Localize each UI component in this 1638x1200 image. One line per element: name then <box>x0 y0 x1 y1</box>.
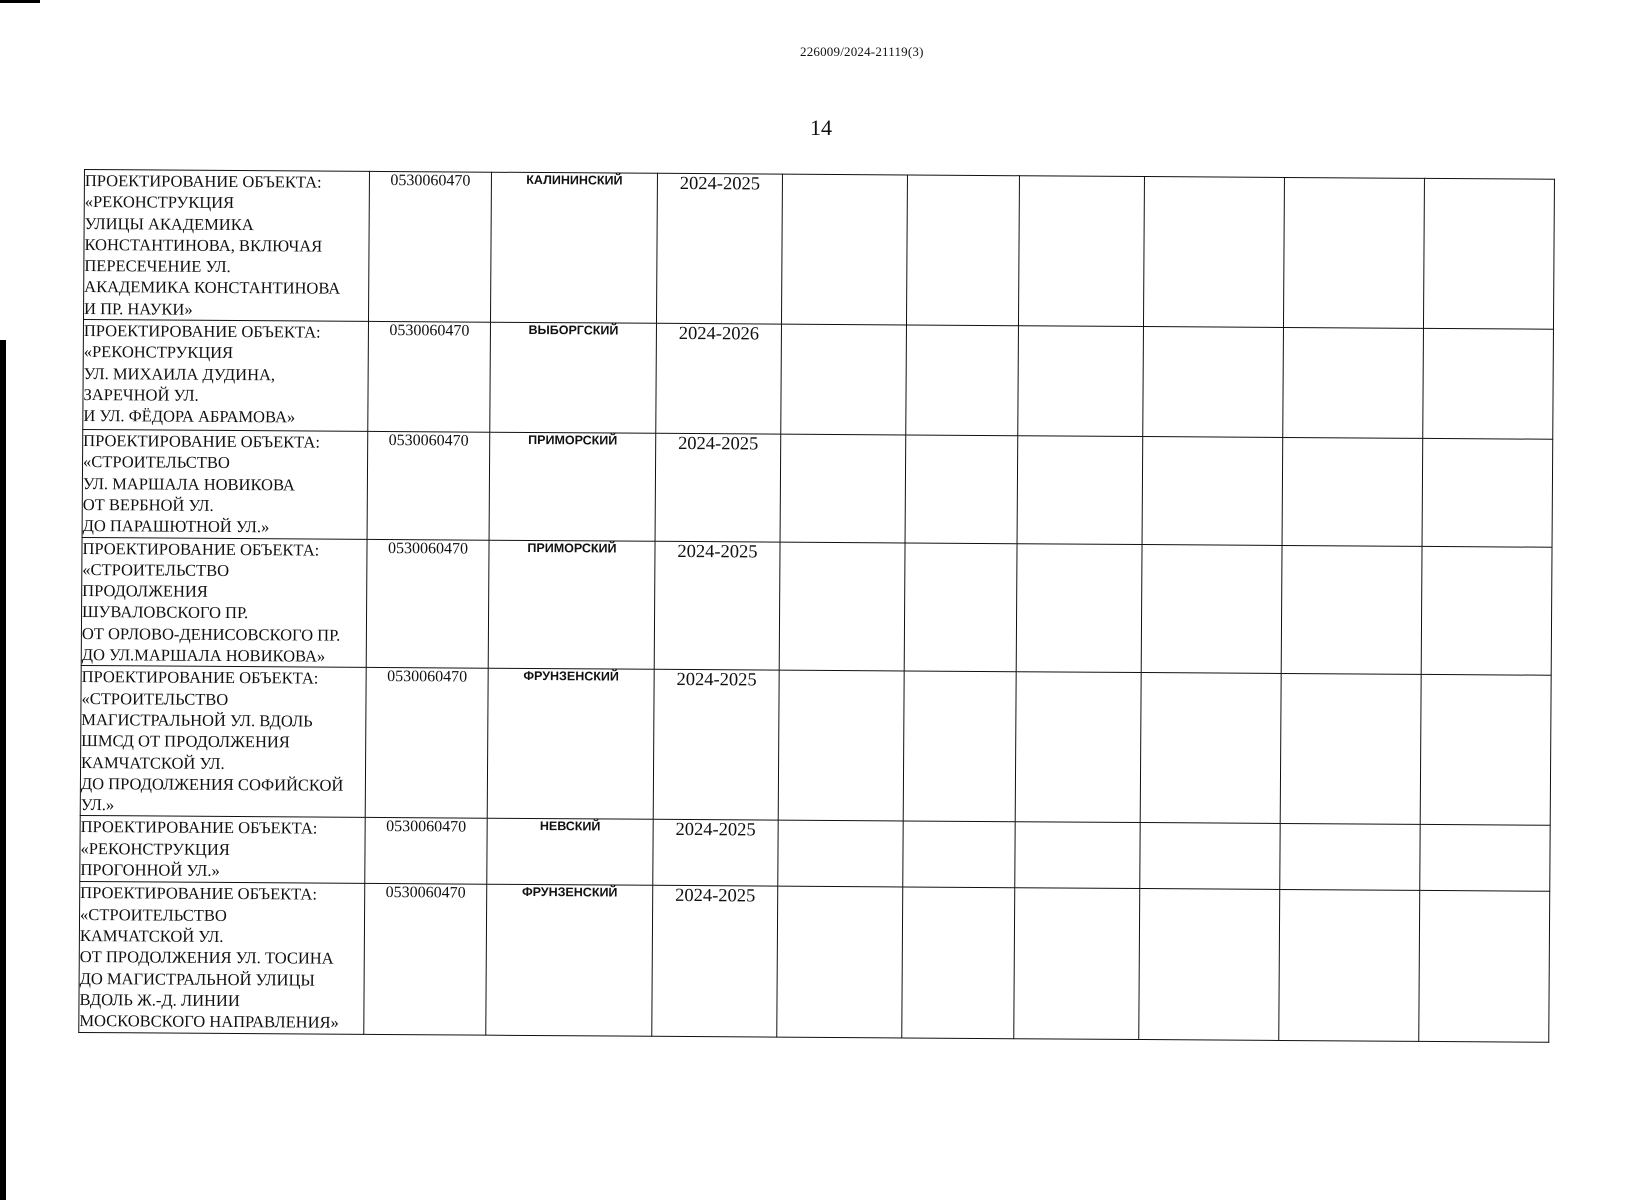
object-name-line: УЛИЦЫ АКАДЕМИКА <box>84 213 254 234</box>
empty-cell <box>904 543 1017 673</box>
object-name-line: ШУВАЛОВСКОГО ПР. <box>81 602 249 623</box>
object-name-line: «РЕКОНСТРУКЦИЯ <box>84 192 235 213</box>
table-row <box>80 666 1551 826</box>
table-row <box>81 537 1552 676</box>
empty-cell <box>906 325 1019 436</box>
budget-code-cell: 0530060470 <box>366 539 489 669</box>
empty-cell <box>1281 545 1422 675</box>
object-name-cell <box>83 320 369 432</box>
object-name-line: ПРОЕКТИРОВАНИЕ ОБЪЕКТА: <box>83 321 321 342</box>
empty-cell <box>1141 544 1282 674</box>
budget-code-cell: 0530060470 <box>368 321 491 432</box>
object-name-line: ПРОДОЛЖЕНИЯ <box>82 581 208 601</box>
scan-edge <box>0 340 6 1200</box>
empty-cell <box>1422 438 1553 546</box>
empty-cell <box>905 435 1018 543</box>
object-name-cell <box>84 170 370 322</box>
object-name-line: УЛ. МИХАИЛА ДУДИНА, <box>83 363 276 384</box>
object-name-line: МОСКОВСКОГО НАПРАВЛЕНИЯ» <box>79 1011 339 1032</box>
object-name-line: ПРОЕКТИРОВАНИЕ ОБЪЕКТА: <box>80 817 318 838</box>
object-name-cell <box>82 430 368 539</box>
object-name-line: ДО ПРОДОЛЖЕНИЯ СОФИЙСКОЙ <box>80 773 344 795</box>
empty-cell <box>1280 824 1420 891</box>
empty-cell <box>778 821 903 888</box>
page-number: 14 <box>810 115 832 140</box>
empty-cell <box>1018 326 1144 437</box>
object-name-line: «РЕКОНСТРУКЦИЯ <box>80 838 230 859</box>
empty-cell <box>902 887 1015 1038</box>
scan-mark <box>0 0 40 3</box>
empty-cell <box>906 175 1019 326</box>
years-cell: 2024-2026 <box>656 323 782 434</box>
object-name-line: «СТРОИТЕЛЬСТВО <box>82 452 230 473</box>
object-name-line: ПРОЕКТИРОВАНИЕ ОБЪЕКТА: <box>83 431 321 452</box>
empty-cell <box>1423 178 1554 329</box>
object-name-cell <box>81 537 367 668</box>
object-name-line: И УЛ. ФЁДОРА АБРАМОВА» <box>83 406 296 427</box>
empty-cell <box>1280 674 1421 825</box>
empty-cell <box>1017 436 1143 544</box>
budget-code-cell: 0530060470 <box>364 884 487 1035</box>
budget-code-cell: 0530060470 <box>365 818 487 885</box>
empty-cell <box>1282 438 1423 546</box>
table-row <box>79 882 1550 1042</box>
object-name-line: АКАДЕМИКА КОНСТАНТИНОВА <box>84 277 341 299</box>
object-name-line: УЛ. МАРШАЛА НОВИКОВА <box>82 473 295 495</box>
object-name-line: ДО МАГИСТРАЛЬНОЙ УЛИЦЫ <box>79 968 315 990</box>
object-name-line: ОТ ПРОДОЛЖЕНИЯ УЛ. ТОСИНА <box>79 947 334 968</box>
district-cell: ВЫБОРГСКИЙ <box>490 322 657 433</box>
district-cell: НЕВСКИЙ <box>487 819 653 886</box>
empty-cell <box>778 670 904 821</box>
object-name-line: И ПР. НАУКИ» <box>84 298 193 319</box>
empty-cell <box>1143 327 1284 438</box>
budget-code-cell: 0530060470 <box>367 431 490 539</box>
empty-cell <box>1142 437 1283 545</box>
budget-code-cell: 0530060470 <box>368 171 491 322</box>
empty-cell <box>1015 822 1140 889</box>
table-row <box>84 170 1555 330</box>
years-cell: 2024-2025 <box>654 541 780 671</box>
table-row <box>80 816 1550 892</box>
object-name-line: ПРОЕКТИРОВАНИЕ ОБЪЕКТА: <box>80 883 318 904</box>
district-cell: КАЛИНИНСКИЙ <box>490 172 657 323</box>
object-name-line: ВДОЛЬ Ж.-Д. ЛИНИИ <box>79 989 240 1010</box>
empty-cell <box>1283 328 1424 439</box>
object-name-line: «РЕКОНСТРУКЦИЯ <box>83 342 234 363</box>
empty-cell <box>781 324 907 435</box>
object-name-cell <box>79 882 365 1034</box>
document-number: 226009/2024-21119(3) <box>800 44 924 59</box>
empty-cell <box>1015 672 1141 823</box>
empty-cell <box>781 174 907 325</box>
object-name-line: «СТРОИТЕЛЬСТВО <box>81 688 229 709</box>
empty-cell <box>1423 328 1554 439</box>
object-name-line: ЗАРЕЧНОЙ УЛ. <box>83 384 199 405</box>
empty-cell <box>1140 673 1281 824</box>
object-name-line: ДО ПАРАШЮТНОЙ УЛ.» <box>82 516 270 537</box>
years-cell: 2024-2025 <box>653 820 778 887</box>
table-row <box>82 430 1553 547</box>
years-cell: 2024-2025 <box>656 173 782 324</box>
empty-cell <box>1014 888 1140 1039</box>
empty-cell <box>1139 889 1280 1040</box>
object-name-line: КОНСТАНТИНОВА, ВКЛЮЧАЯ <box>84 234 323 256</box>
empty-cell <box>779 542 905 672</box>
empty-cell <box>1018 176 1144 327</box>
object-name-line: ПРОГОННОЙ УЛ.» <box>80 860 220 880</box>
object-name-line: ОТ ВЕРБНОЙ УЛ. <box>82 494 214 515</box>
object-name-line: ДО УЛ.МАРШАЛА НОВИКОВА» <box>81 645 326 666</box>
empty-cell <box>780 434 906 542</box>
table-row <box>83 320 1554 440</box>
years-cell: 2024-2025 <box>652 886 778 1037</box>
empty-cell <box>1143 177 1284 328</box>
budget-code-cell: 0530060470 <box>365 668 488 819</box>
object-name-line: ПЕРЕСЕЧЕНИЕ УЛ. <box>84 256 231 277</box>
empty-cell <box>1016 543 1142 673</box>
object-name-line: «СТРОИТЕЛЬСТВО <box>82 559 230 580</box>
empty-cell <box>777 887 903 1038</box>
district-cell: ПРИМОРСКИЙ <box>489 432 656 541</box>
empty-cell <box>1421 546 1552 676</box>
years-cell: 2024-2025 <box>655 433 781 541</box>
empty-cell <box>1279 890 1420 1041</box>
object-name-line: КАМЧАТСКОЙ УЛ. <box>81 752 225 773</box>
object-name-line: «СТРОИТЕЛЬСТВО <box>79 904 227 925</box>
object-name-cell <box>80 816 365 884</box>
years-cell: 2024-2025 <box>653 670 779 821</box>
empty-cell <box>1283 177 1424 328</box>
empty-cell <box>1420 675 1551 826</box>
empty-cell <box>1420 825 1550 892</box>
object-name-line: ПРОЕКТИРОВАНИЕ ОБЪЕКТА: <box>84 171 322 192</box>
object-name-line: ПРОЕКТИРОВАНИЕ ОБЪЕКТА: <box>82 538 320 560</box>
empty-cell <box>1419 891 1550 1042</box>
table-body <box>79 170 1555 1042</box>
empty-cell <box>903 821 1015 888</box>
district-cell: ПРИМОРСКИЙ <box>488 540 655 670</box>
district-cell: ФРУНЗЕНСКИЙ <box>486 885 653 1036</box>
object-name-line: УЛ.» <box>80 795 115 815</box>
object-name-line: МАГИСТРАЛЬНОЙ УЛ. ВДОЛЬ <box>81 709 313 731</box>
empty-cell <box>1140 823 1280 890</box>
object-name-line: ШМСД ОТ ПРОДОЛЖЕНИЯ <box>81 731 290 752</box>
object-name-line: ПРОЕКТИРОВАНИЕ ОБЪЕКТА: <box>81 667 319 688</box>
object-name-cell <box>80 666 366 818</box>
district-cell: ФРУНЗЕНСКИЙ <box>487 669 654 820</box>
object-name-line: ОТ ОРЛОВО-ДЕНИСОВСКОГО ПР. <box>81 623 341 645</box>
objects-table <box>78 169 1555 1042</box>
object-name-line: КАМЧАТСКОЙ УЛ. <box>79 926 224 946</box>
empty-cell <box>903 671 1016 822</box>
